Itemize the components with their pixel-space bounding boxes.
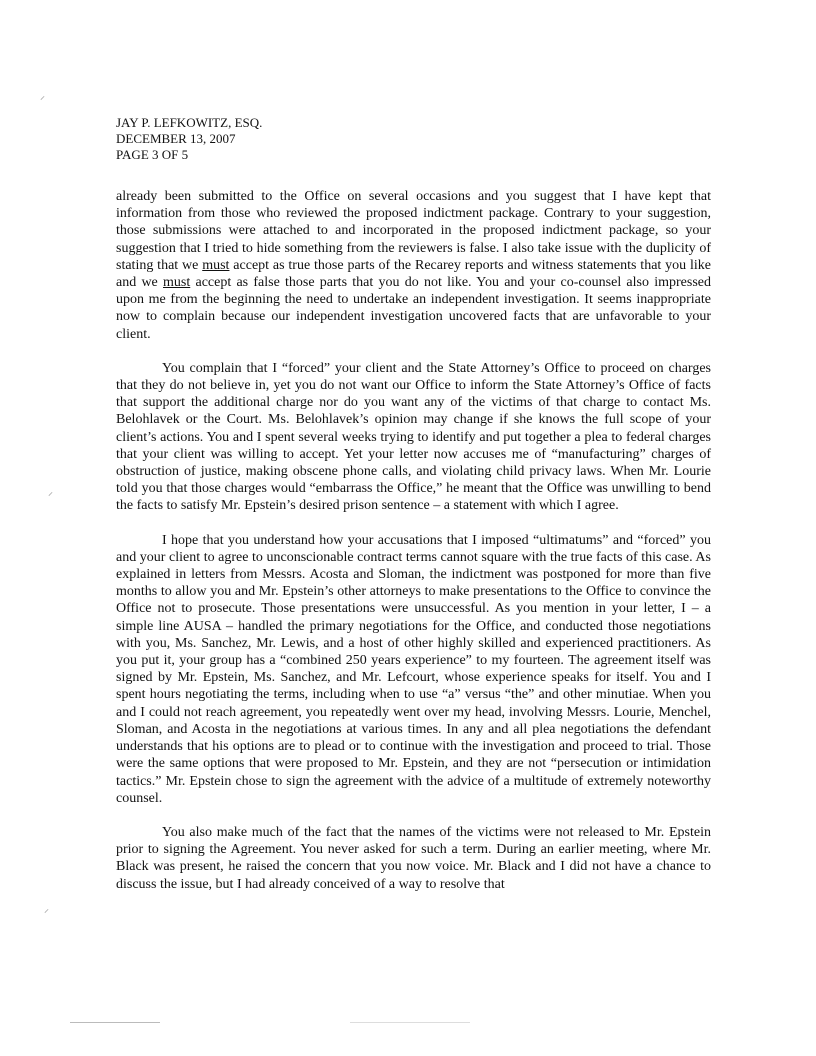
paragraph-text: already been submitted to the Office on several occasions and you suggest that I have kept that information from those who reviewed the proposed indictment package. Contrary to your suggestion, those submissions were attached to and incorporated in the proposed indictment package, so your suggestion that I tried to hide something from the reviewers is false. I also take issue with the duplicity of stating that we [116, 189, 711, 273]
scan-mark: ⸝ [40, 91, 45, 102]
underlined-word: must [163, 275, 191, 291]
paragraph-text: You complain that I “forced” your client and the State Attorney’s Office to proceed on charges that they do not believe in, yet you do not want our Office to inform the State Attorney’s Office of facts that support the additional charge nor do you want any of the victims of that charge to contact Ms. Belohlavek or the Court. Ms. Belohlavek’s opinion may change if she knows the full scope of your client’s actions. You and I spent several weeks trying to identify and put together a plea to federal charges that your client was willing to accept. Yet your letter now accuses me of “manufacturing” charges of obstruction of justice, making obscene phone calls, and violating child privacy laws. When Mr. Lourie told you that those charges would “embarrass the Office,” he meant that the Office was unwilling to bend the facts to satisfy Mr. Epstein’s desired prison sentence – a statement with which I agree. [116, 360, 711, 514]
scan-line [350, 1022, 470, 1023]
paragraph-text: accept as false those parts that you do not like. You and your co-counsel also impressed upon me from the beginning the need to undertake an independent investigation. It seems inappropriate now to complain because our independent investigation uncovered facts that are unfavorable to your client. [116, 275, 711, 342]
scan-mark: ⸝ [44, 904, 49, 915]
body-paragraph [116, 360, 711, 515]
letter-body [116, 188, 711, 910]
body-paragraph [116, 532, 711, 807]
letter-date: DECEMBER 13, 2007 [116, 131, 236, 146]
page-number: PAGE 3 OF 5 [116, 147, 189, 162]
letter-header [116, 115, 262, 163]
scan-mark: ⸝ [48, 487, 53, 498]
underlined-word: must [202, 257, 230, 273]
paragraph-text: I hope that you understand how your accusations that I imposed “ultimatums” and “forced” you and your client to agree to unconscionable contract terms cannot square with the true facts of this case. As explained in letters from Messrs. Acosta and Sloman, the indictment was postponed for more than five months to allow you and Mr. Epstein’s other attorneys to make presentations to the Office to convince the Office not to prosecute. Those presentations were unsuccessful. As you mention in your letter, I – a simple line AUSA – handled the primary negotiations for the Office, and conducted those negotiations with you, Ms. Sanchez, Mr. Lewis, and a host of other highly skilled and experienced practitioners. As you put it, your group has a “combined 250 years experience” to my fourteen. The agreement itself was signed by Mr. Epstein, Ms. Sanchez, and Mr. Lefcourt, whose experience speaks for itself. You and I spent hours negotiating the terms, including when to use “a” versus “the” and other minutiae. When you and I could not reach agreement, you repeatedly went over my head, involving Messrs. Lourie, Menchel, Sloman, and Acosta in the negotiations at various times. In any and all plea negotiations the defendant understands that his options are to plead or to continue with the investigation and proceed to trial. Those were the same options that were proposed to Mr. Epstein, and they are not “persecution or intimidation tactics.” Mr. Epstein chose to sign the agreement with the advice of a multitude of extremely noteworthy counsel. [116, 532, 711, 806]
body-paragraph [116, 824, 711, 893]
paragraph-text: accept as true those parts of the Recarey reports and witness statements that you like and we [116, 257, 711, 291]
body-paragraph [116, 188, 711, 343]
recipient-name: JAY P. LEFKOWITZ, ESQ. [116, 115, 263, 130]
scan-line [70, 1022, 160, 1023]
paragraph-text: You also make much of the fact that the names of the victims were not released to Mr. Epstein prior to signing the Agreement. You never asked for such a term. During an earlier meeting, where Mr. Black was present, he raised the concern that you now voice. Mr. Black and I did not have a chance to discuss the issue, but I had already conceived of a way to resolve that [116, 824, 711, 892]
